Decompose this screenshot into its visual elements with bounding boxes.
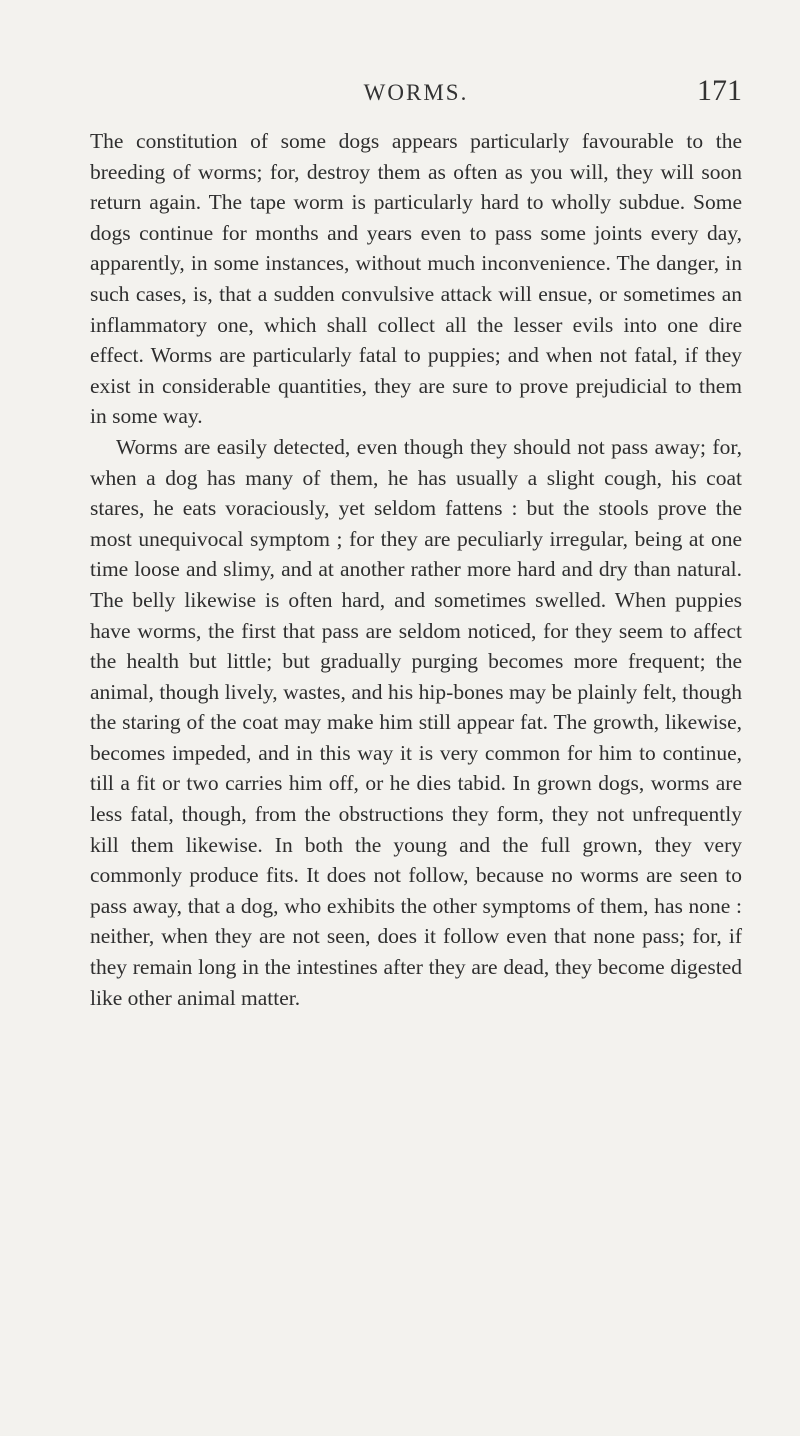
paragraph-worm-detection: Worms are easily detected, even though they should not pass away; for, when a dog has many of them, he has usually a slight cough, his coat stares, he eats voraciously, yet seldom fattens : but the stools prove the most unequivocal symptom ; for they are peculiarly irregular, being at one time loose and slimy, and at another rather more hard and dry than natural. The belly likewise is often hard, and sometimes swelled. When puppies have worms, the first that pass are seldom noticed, for they seem to affect the health but little; but gradually purging becomes more frequent; the animal, though lively, wastes, and his hip-bones may be plainly felt, though the staring of the coat may make him still appear fat. The growth, likewise, becomes impeded, and in this way it is very common for him to continue, till a fit or two carries him off, or he dies tabid. In grown dogs, worms are less fatal, though, from the obstructions they form, they not unfrequently kill them likewise. In both the young and the full grown, they very commonly produce fits. It does not follow, because no worms are seen to pass away, that a dog, who exhibits the other symptoms of them, has none : neither, when they are not seen, does it follow even that none pass; for, if they remain long in the intestines after they are dead, they become digested like other animal matter. (90, 434, 742, 1010)
running-title: WORMS. (363, 80, 469, 105)
page-number: 171 (697, 74, 742, 107)
paragraph-tape-worm: The constitution of some dogs appears particularly favourable to the breeding of worms; for, destroy them as often as you will, they will soon return again. The tape worm is particularly hard to wholly subdue. Some dogs continue for months and years even to pass some joints every day, apparently, in some instances, without much inconvenience. The danger, in such cases, is, that a sudden convulsive attack will ensue, or sometimes an inflammatory one, which shall collect all the lesser evils into one dire effect. Worms are particularly fatal to puppies; and when not fatal, if they exist in considerable quantities, they are sure to prove prejudicial to them in some way. (90, 129, 742, 429)
running-head (90, 74, 742, 120)
body-text (90, 126, 742, 1013)
